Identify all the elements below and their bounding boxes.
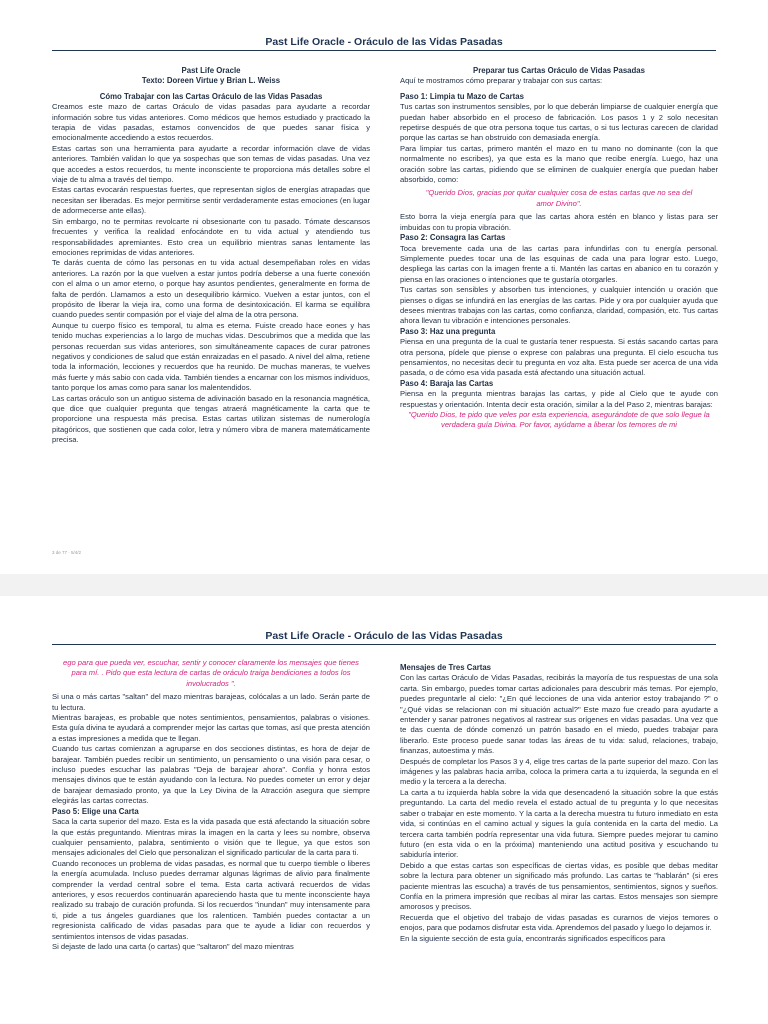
paragraph: Piensa en una pregunta de la cual te gustaría tener respuesta. Si estás sacando cartas para otra persona, pídele que piense o exprese con palabras una pregunta. El cielo escucha tus pensamientos, no necesitas decir tu pregunta en voz alta. Esta puede ser acerca de una vida pasada, o de cómo esa vida pasada está afectando una situación actual. [400,337,718,378]
paragraph: Tus cartas son sensibles y absorben tus intenciones, y cualquier intención u oración que pienses o digas se infundirá en las energías de las cartas. Pide y ora por cualquier ayuda que desees mientras trabajas con las cartas, como confianza, claridad, compasión, etc. Tus cartas ahora llevan tu vibración e intenciones personales. [400,285,718,326]
paragraph: Para limpiar tus cartas, primero mantén el mazo en tu mano no dominante (con la que normalmente no escribes), ya que esta es la mano que recibe energía. Luego, haz una oración sobre las cartas, pidiendo que se eliminen de cualquier energía que puedan haber absorbido, como: [400,143,718,185]
left-column [52,658,370,952]
paragraph: Esto borra la vieja energía para que las cartas ahora estén en blanco y listas para ser imbuidas con tu propia vibración. [400,212,718,232]
page-footer: 3 de 77 · 5/4/2 [52,550,82,555]
right-column [400,66,718,431]
paragraph: Toca brevemente cada una de las cartas para infundirlas con tu energía personal. Simplemente puedes tocar una de las esquinas de cada una para lograr esto. Luego, despliega las cartas con la imagen frente a ti. Mantén las cartas en abanico en tu corazón y piensa en las oraciones o intenciones que te gustaría otorgarles. [400,243,718,284]
paragraph: Si dejaste de lado una carta (o cartas) que "saltaron" del mazo mientras [52,941,294,951]
header-rule [52,50,716,51]
paragraph: Estas cartas evocarán respuestas fuertes, que representan siglos de energías atrapadas que necesitan ser liberadas. Es mejor permitirse sentir verdaderamente estas emociones (en lugar de adormecerse ante ellas). [52,185,370,216]
paragraph: Debido a que estas cartas son específicas de ciertas vidas, es posible que debas meditar sobre la lectura para obtener un significado más profundo. Las cartas te "hablarán" (si eres paciente mientras las escucha) a través de tus pensamientos, sentimientos, signos y sueños. Confía en la primera impresión que recibas al mirar las cartas. Estos mensajes son siempre amorosos y precisos. [400,860,718,912]
step-heading: Paso 5: Elige una Carta [52,806,139,816]
section-heading: Mensajes de Tres Cartas [400,663,492,672]
left-column [52,66,370,446]
step-heading: Paso 4: Baraja las Cartas [400,378,494,388]
prayer-quote: "Querido Dios, te pido que veles por esta experiencia, asegurándote de que solo llegue la verdadera guía Divina. Por favor, ayúdame a liberar los temores de mi [408,410,710,430]
paragraph: La carta a tu izquierda habla sobre la vida que desencadenó la situación sobre la que estás preguntando. La carta del medio revela el estado actual de tu pregunta y lo que necesitas saber o trabajar en este momento. Y la carta a la derecha muestra tu futuro inmediato en esta vida, si continúas en el camino actual y sigues la guía contenida en la carta del medio. La tercera carta también podría representar una vida futura. Siempre puedes mejorar tu camino futuro (en esta vida o en la próxima) manteniendo una actitud positiva y escuchando tu sabiduría interior. [400,787,718,860]
step-heading: Paso 1: Limpia tu Mazo de Cartas [400,91,524,101]
document-page-2 [0,596,768,1024]
prayer-quote-continued: ego para que pueda ver, escuchar, sentir y conocer claramente los mensajes que tienes para mí. . Pido que esta lectura de cartas de oráculo traiga bendiciones a todos los involucrados ". [63,658,359,688]
paragraph: Aunque tu cuerpo físico es temporal, tu alma es eterna. Fuiste creado hace eones y has tenido muchas experiencias a lo largo de muchas vidas. Descubrimos que a medida que las personas recuerdan sus vidas anteriores, son simultáneamente capaces de curar patrones negativos y condiciones de salud que están enraizadas en el pasado. A nivel del alma, retiene toda la información, lecciones y recuerdos que ha reunido. De muchas maneras, te vuelves más fuerte y más sabio con cada vida. También tiendes a encarnar con los mismos individuos, tanto porque los amas como para sanar los malentendidos. [52,320,370,393]
paragraph: Con las cartas Oráculo de Vidas Pasadas, recibirás la mayoría de tus respuestas de una sola carta. Sin embargo, puedes tomar cartas adicionales para descubrir más temas. Por ejemplo, puedes preguntarle al cielo: "¿En qué lecciones de una vida anterior estoy trabajando ?" o "¿Qué vidas se relacionan con mi situación actual?" Este mazo fue creado para ayudarte a entender y sanar patrones negativos al rastrear sus orígenes en vidas pasadas. Una vez que te das cuenta de dónde comenzó un patrón basado en el miedo, puedes trabajar para liberarlo. Este proceso puede sanar todas las áreas de tu vida: salud, relaciones, trabajo, finanzas, autoestima y más. [400,673,718,756]
running-head: Past Life Oracle - Oráculo de las Vidas Pasadas [265,36,503,48]
paragraph: Sin embargo, no te permitas revolcarte ni obsesionarte con tu pasado. Tómate descansos frecuentes y verifica la realidad enfocándote en tu vida actual y atendiendo tus responsabilidades apremiantes. Esto crea un equilibrio mientras sanas lentamente las emociones reprimidas de vidas anteriores. [52,216,370,257]
paragraph: Estas cartas son una herramienta para ayudarte a recordar información clave de vidas anteriores. También validan lo que ya sospechas que son temas de vidas pasadas. Una vez que accedes a estos recuerdos, tu mente inconsciente te proporciona más detalles sobre el viaje de tu alma a través del tiempo. [52,143,370,185]
paragraph: Saca la carta superior del mazo. Esta es la vida pasada que está afectando la situación sobre la que estás preguntando. Mientras miras la imagen en la carta y lees su nombre, observa cualquier pensamiento, palabra, sentimiento o visión que te llegue, ya que estos son mensajes adicionales del Cielo que personalizan el significado particular de la carta para ti. [52,817,370,858]
paragraph: Las cartas oráculo son un antiguo sistema de adivinación basado en la resonancia magnética, que dice que cualquier pregunta que tengas atraerá magnéticamente la carta que te proporcione una respuesta más precisa. Estas cartas utilizan sistemas de numerología pitagóricos, que sostienen que cada color, letra y número vibra de manera matemáticamente precisa. [52,393,370,445]
paragraph: Tus cartas son instrumentos sensibles, por lo que deberán limpiarse de cualquier energía que puedan haber absorbido en el proceso de fabricación. Los pasos 1 y 2 solo necesitan repetirse después de que otra persona toque tus cartas, o si tus lecturas carecen de claridad porque las cartas se han obstruido con demasiada energía. [400,102,718,143]
paragraph: Después de completar los Pasos 3 y 4, elige tres cartas de la parte superior del mazo. Con las imágenes y las palabras hacia arriba, coloca la primera carta a tu izquierda, la segunda en el medio y la tercera a la derecha. [400,756,718,787]
paragraph: Piensa en la pregunta mientras barajas las cartas, y pide al Cielo que te ayude con respuestas y orientación. Intenta decir esta oración, similar a la del Paso 2, mientras barajas: [400,389,718,409]
paragraph: Recuerda que el objetivo del trabajo de vidas pasadas es curarnos de viejos temores o enojos, para que podamos disfrutar esta vida. Aprendemos del pasado y luego lo dejamos ir. [400,912,718,933]
section-heading: Cómo Trabajar con las Cartas Oráculo de las Vidas Pasadas [99,91,323,101]
paragraph: Cuando reconoces un problema de vidas pasadas, es normal que tu cuerpo tiemble o liberes la energía acumulada. Incluso puedes derramar algunas lágrimas de alivio para finalmente comprender la verdad central sobre el tema. Esta carta activará recuerdos de vidas anteriores, y esos recuerdos continuarán apareciendo hasta que tu mente inconsciente haya realizado su trabajo de curación profunda. Si los recuerdos "inundan" muy intensamente para ti, pide a tus ángeles guardianes que los ralenticen. También puedes contactar a un regresionista calificado de vidas pasadas para que te ayude a lidiar con recuerdos y sentimientos intensos de vidas pasadas. [52,858,370,941]
header-rule [52,644,716,645]
paragraph: En la siguiente sección de esta guía, encontrarás significados específicos para [400,933,666,943]
step-heading: Paso 3: Haz una pregunta [400,326,496,336]
paragraph: Creamos este mazo de cartas Oráculo de vidas pasadas para ayudarte a recordar información sobre tus vidas anteriores. Como médicos que hemos estudiado y practicado la terapia de vidas pasadas, estamos convencidos de que puedes sanar física y emocionalmente accediendo a estos recuerdos. [52,102,370,143]
running-head: Past Life Oracle - Oráculo de las Vidas Pasadas [265,630,503,642]
intro-text: Aquí te mostramos cómo preparar y trabajar con sus cartas: [400,76,603,86]
paragraph: Te darás cuenta de cómo las personas en tu vida actual desempeñaban roles en vidas anteriores. La razón por la que vuelven a estar juntos podría deberse a una fuerte conexión con el alma o un amor eterno, o porque hay asuntos pendientes, generalmente en forma de falta de perdón. Llamamos a esto un desequilibrio kármico. Vuelven a estar juntos, con el propósito de liberar la vieja ira, como una forma de desintoxicación. El karma se equilibra cuando puedes sentir compasión por el viaje del alma de la otra persona. [52,258,370,320]
step-heading: Paso 2: Consagra las Cartas [400,233,506,243]
section-heading: Preparar tus Cartas Oráculo de Vidas Pasadas [473,66,645,75]
paragraph: Si una o más cartas "saltan" del mazo mientras barajeas, colócalas a un lado. Serán parte de tu lectura. [52,692,370,712]
prayer-quote: "Querido Dios, gracias por quitar cualquier cosa de estas cartas que no sea del amor Divino". [425,188,693,208]
document-title: Past Life Oracle [181,66,241,75]
right-column [400,658,718,944]
paragraph: Mientras barajeas, es probable que notes sentimientos, pensamientos, palabras o visiones. Esta guía divina te ayudará a comprender mejor las cartas que tomas, así que presta atención a estas impresiones a medida que te llegan. [52,713,370,743]
document-authors: Texto: Doreen Virtue y Brian L. Weiss [141,76,281,86]
page-separator [0,574,768,596]
paragraph: Cuando tus cartas comienzan a agruparse en dos secciones distintas, es hora de dejar de barajear. También puedes recibir un sentimiento, un pensamiento o una visión para cesar, o incluso puedes escuchar las palabras "Deja de barajear ahora". Confía y honra estos mensajes divinos que te están ayudando con la lectura. No puedes cometer un error y dejar de barajear demasiado pronto, ya que la Ley Divina de la Atracción asegura que siempre elegirás las cartas correctas. [52,744,370,806]
